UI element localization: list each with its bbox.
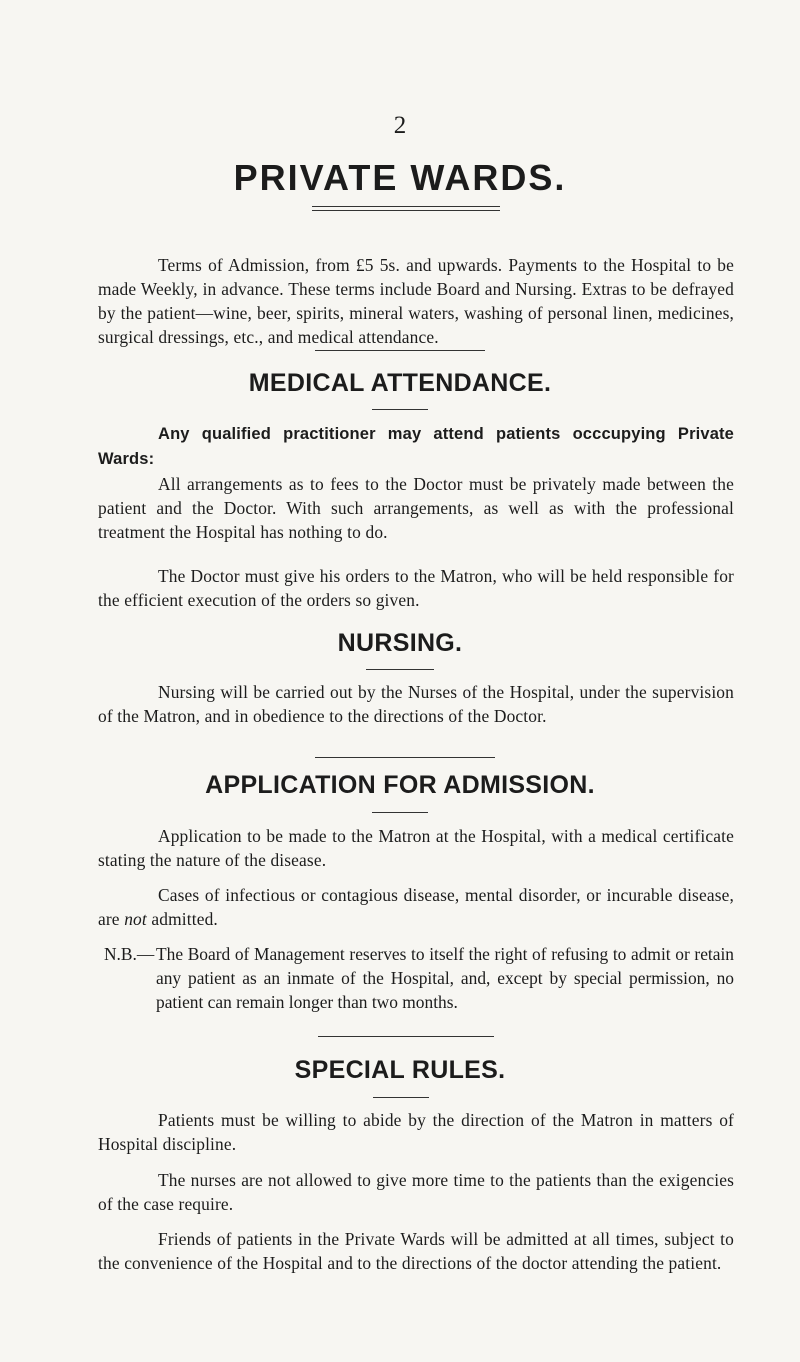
- special-rules-para1-text: Patients must be willing to abide by the direction of the Matron in matters of Hospital discipline.: [98, 1110, 734, 1154]
- private-wards-text: Terms of Admission, from £5 5s. and upwards. Payments to the Hospital to be made Weekly, in advance. These terms include Board and Nursing. Extras to be defrayed by the patient—wine, beer, spirits, mineral waters, washing of personal linen, medicines, surgical dressings, etc., and medical attendance.: [98, 255, 734, 347]
- application-para1-text: Application to be made to the Matron at the Hospital, with a medical certificate stating the nature of the disease.: [98, 826, 734, 870]
- heading-underline: [372, 409, 428, 410]
- nursing-para1: [98, 680, 734, 728]
- nb-label: N.B.—: [104, 944, 155, 964]
- application-nb: [104, 942, 734, 1014]
- special-rules-para3: [98, 1227, 734, 1275]
- section-divider: [318, 1036, 494, 1037]
- special-rules-heading: SPECIAL RULES.: [294, 1056, 506, 1084]
- private-wards-terms: [98, 253, 734, 349]
- page-number: 2: [393, 112, 407, 139]
- page-title: PRIVATE WARDS.: [233, 157, 567, 198]
- medical-attendance-para1: [98, 472, 734, 544]
- heading-underline: [373, 1097, 429, 1098]
- nursing-heading: NURSING.: [337, 629, 463, 657]
- medical-attendance-lead: [98, 421, 734, 471]
- nb-text: The Board of Management reserves to itself the right of refusing to admit or retain any patient as an inmate of the Hospital, and, except by special permission, no patient can remain longer than two months.: [156, 944, 734, 1012]
- application-heading: APPLICATION FOR ADMISSION.: [205, 771, 595, 799]
- medical-attendance-para2: [98, 564, 734, 612]
- medical-attendance-lead-text: Any qualified practitioner may attend patients occcupying Private Wards:: [98, 425, 734, 468]
- application-para2: [98, 883, 734, 931]
- heading-underline: [366, 669, 434, 670]
- application-para2-before: Cases of infectious or contagious disease, mental disorder, or incurable disease, are: [98, 885, 734, 929]
- section-divider: [315, 757, 495, 758]
- special-rules-para2-text: The nurses are not allowed to give more time to the patients than the exigencies of the case require.: [98, 1170, 734, 1214]
- nursing-para1-text: Nursing will be carried out by the Nurses of the Hospital, under the supervision of the Matron, and in obedience to the directions of the Doctor.: [98, 682, 734, 726]
- medical-attendance-para1-text: All arrangements as to fees to the Doctor must be privately made between the patient and the Doctor. With such arrangements, as well as with the professional treatment the Hospital has nothing to do.: [98, 474, 734, 542]
- medical-attendance-para2-text: The Doctor must give his orders to the Matron, who will be held responsible for the efficient execution of the orders so given.: [98, 566, 734, 610]
- medical-attendance-heading: MEDICAL ATTENDANCE.: [248, 369, 552, 397]
- special-rules-para3-text: Friends of patients in the Private Wards will be admitted at all times, subject to the convenience of the Hospital and to the directions of the doctor attending the patient.: [98, 1229, 734, 1273]
- application-para1: [98, 824, 734, 872]
- section-divider: [315, 350, 485, 351]
- application-para2-emph: not: [124, 909, 147, 929]
- special-rules-para1: [98, 1108, 734, 1156]
- title-double-rule: [312, 206, 500, 211]
- heading-underline: [372, 812, 428, 813]
- special-rules-para2: [98, 1168, 734, 1216]
- application-para2-after: admitted.: [146, 909, 218, 929]
